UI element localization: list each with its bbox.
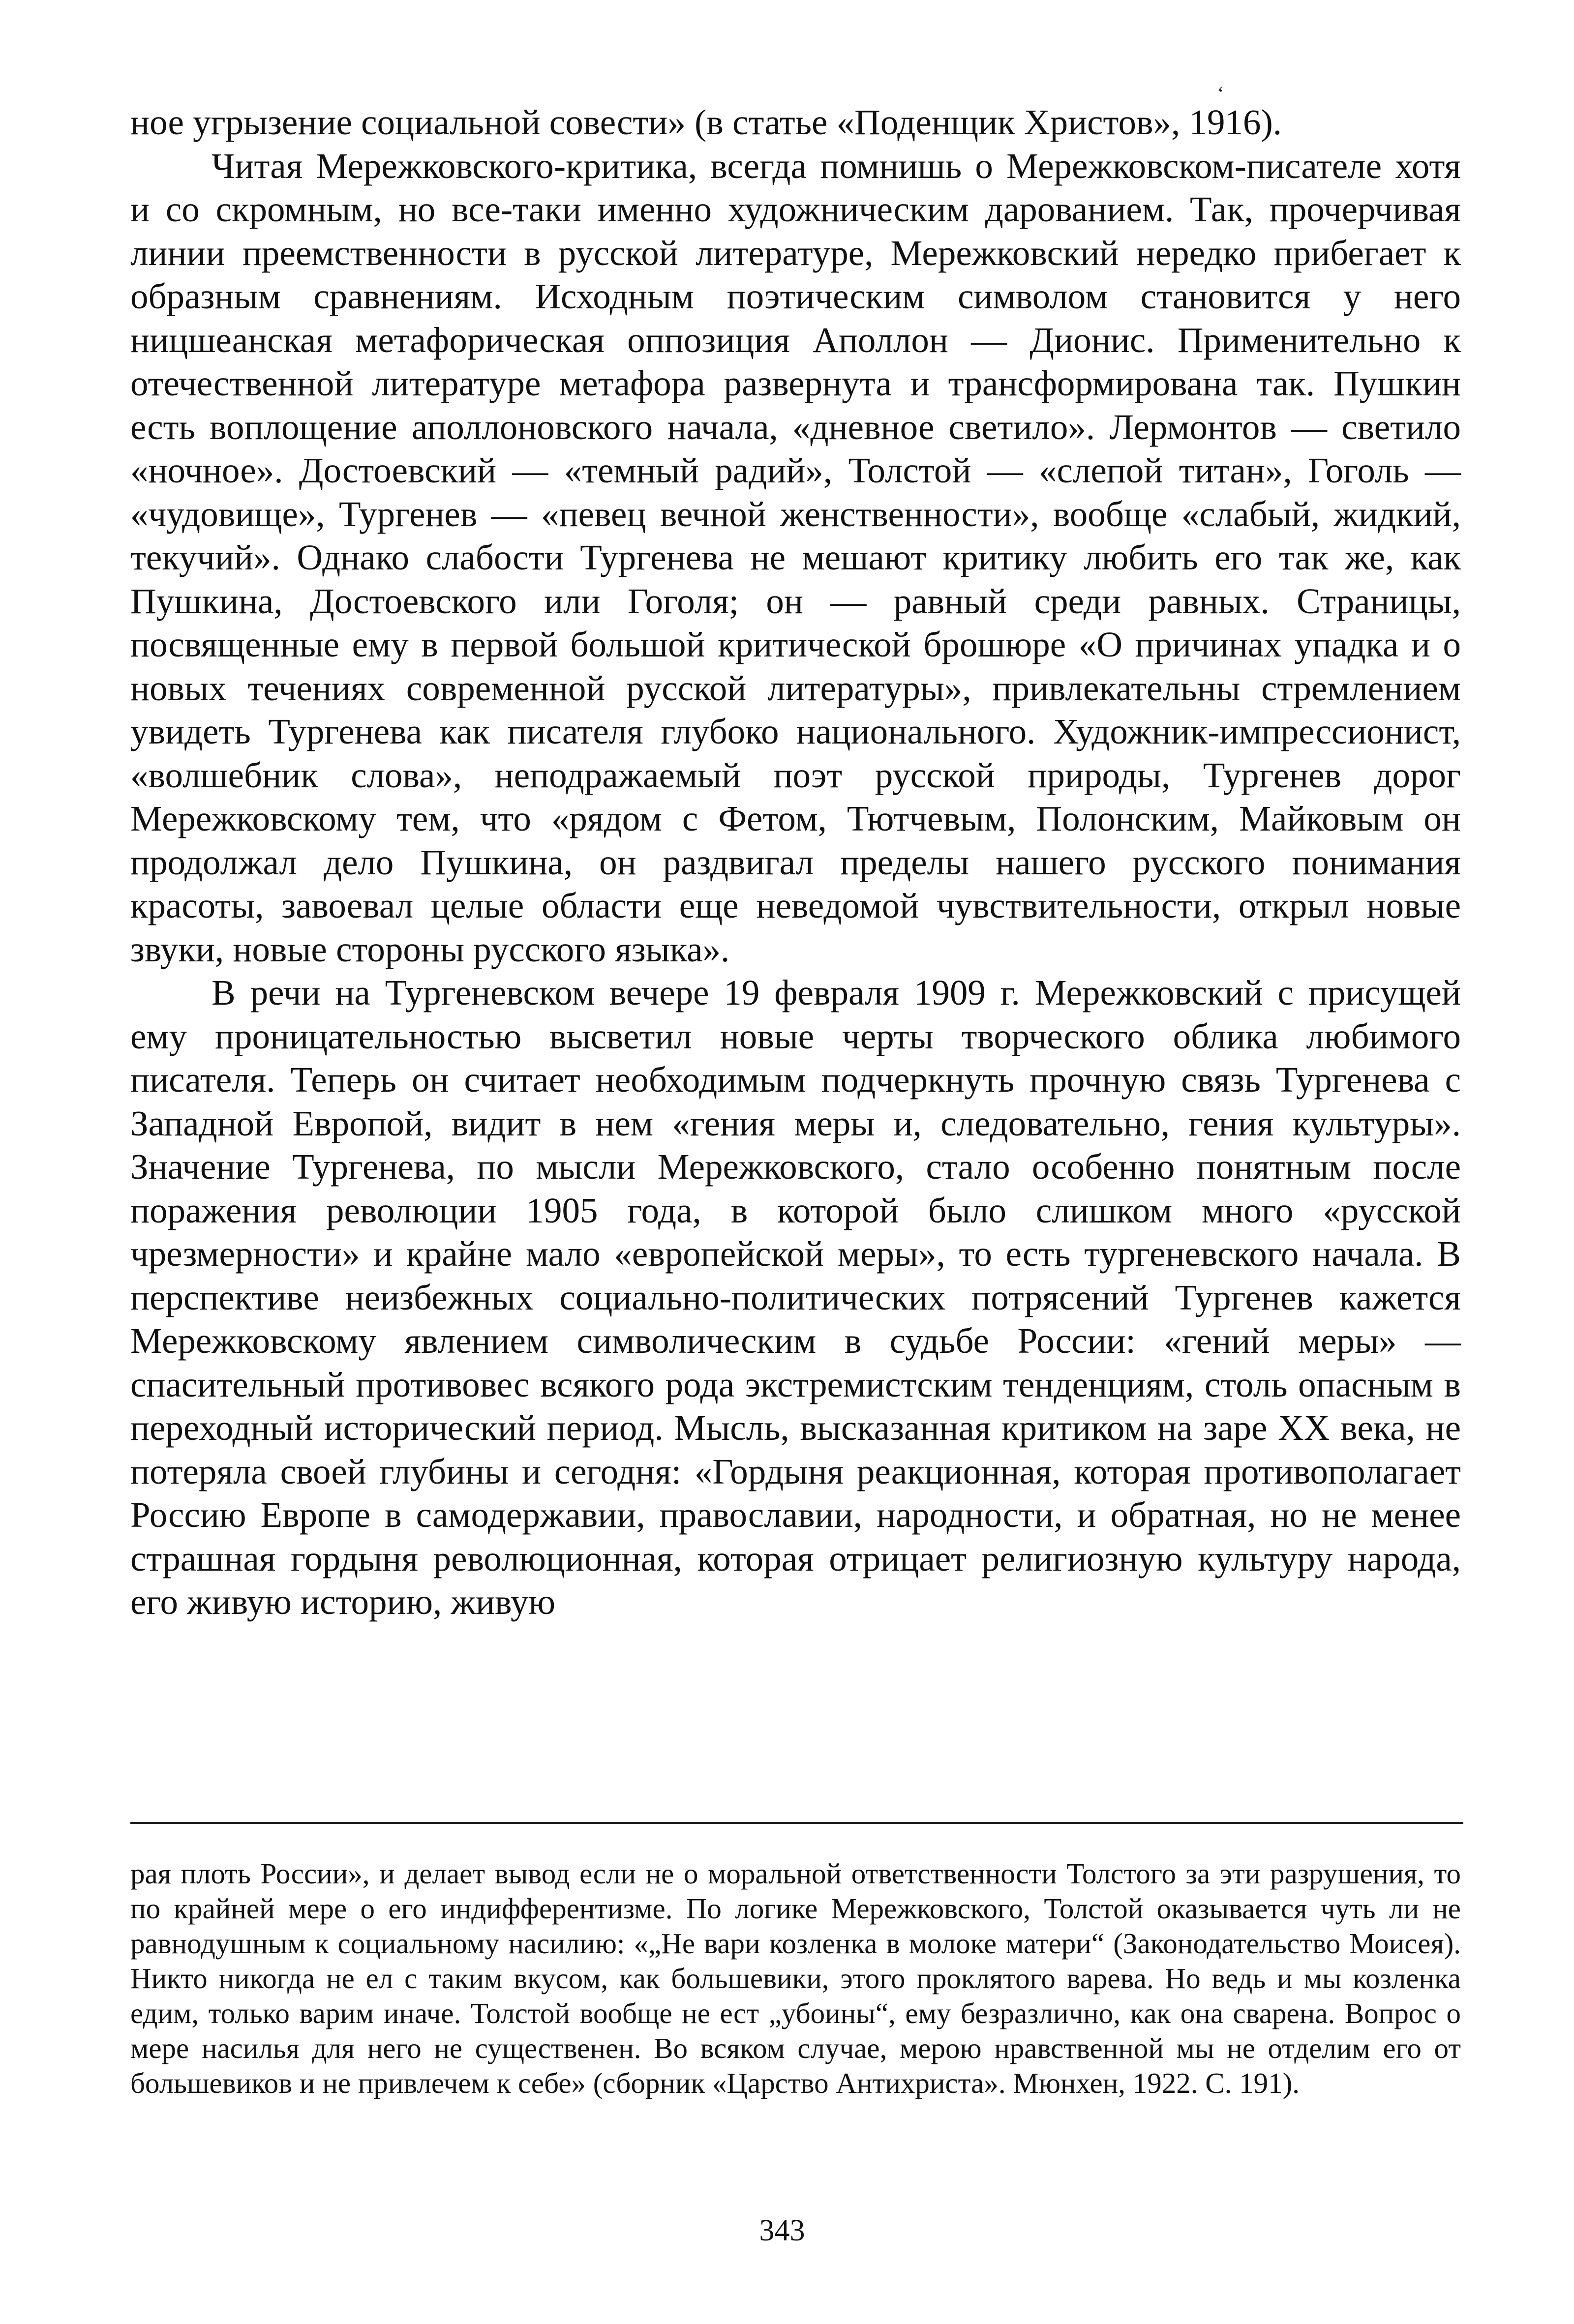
paragraph-turgenev-evening: В речи на Тургеневском вечере 19 февраля 1909 г. Мережковский с присущей ему проницательностью высветил новые черты творческого облика любимого писателя. Теперь он считает необходимым подчеркнуть прочную связь Тургенева с Западной Европой, видит в нем «гения меры и, следовательно, гения культуры». Значение Тургенева, по мысли Мережковского, стало особенно понятным после поражения революции 1905 года, в которой было слишком много «русской чрезмерности» и крайне мало «европейской меры», то есть тургеневского начала. В перспективе неизбежных социально-политических потрясений Тургенев кажется Мережковскому явлением символическим в судьбе России: «гений меры» — спасительный противовес всякого рода экстремистским тенденциям, столь опасным в переходный исторический период. Мысль, высказанная критиком на заре XX века, не потеряла своей глубины и сегодня: «Гордыня реакционная, которая противополагает Россию Европе в самодержавии, православии, народности, и обратная, но не менее страшная гордыня революционная, которая отрицает религиозную культуру народа, его живую историю, живую (130, 973, 1461, 1622)
footnote (130, 1856, 1461, 2101)
paragraph-merezhkovsky-critic: Читая Мережковского-критика, всегда помнишь о Мережковском-писателе хотя и со скромным, но все-таки именно художническим дарованием. Так, прочерчивая линии преемственности в русской литературе, Мережковский нередко прибегает к образным сравнениям. Исходным поэтическим символом становится у него ницшеанская метафорическая оппозиция Аполлон — Дионис. Применительно к отечественной литературе метафора развернута и трансформирована так. Пушкин есть воплощение аполлоновского начала, «дневное светило». Лермонтов — светило «ночное». Достоевский — «темный радий», Толстой — «слепой титан», Гоголь — «чудовище», Тургенев — «певец вечной женственности», вообще «слабый, жидкий, текучий». Однако слабости Тургенева не мешают критику любить его так же, как Пушкина, Достоевского или Гоголя; он — равный среди равных. Страницы, посвященные ему в первой большой критической брошюре «О причинах упадка и о новых течениях современной русской литературы», привлекательны стремлением увидеть Тургенева как писателя глубоко национального. Художник-импрессионист, «волшебник слова», неподражаемый поэт русской природы, Тургенев дорог Мережковскому тем, что «рядом с Фетом, Тютчевым, Полонским, Майковым он продолжал дело Пушкина, он раздвигал пределы нашего русского понимания красоты, завоевал целые области еще неведомой чувствительности, открыл новые звуки, новые стороны русского языка». (130, 146, 1461, 969)
page-number: 343 (759, 2214, 805, 2247)
paragraph-continuation: ное угрызение социальной совести» (в статье «Поденщик Христов», 1916). (130, 102, 1282, 142)
corner-mark: ‘ (1217, 82, 1224, 104)
footnote-divider (130, 1822, 1463, 1824)
footnote-paragraph: рая плоть России», и делает вывод если не о моральной ответственности Толстого за эти разрушения, то по крайней мере о его индифферентизме. По логике Мережковского, Толстой оказывается чуть ли не равнодушным к социальному насилию: «„Не вари козленка в молоке матери“ (Законодательство Моисея). Никто никогда не ел с таким вкусом, как большевики, этого проклятого варева. Но ведь и мы козленка едим, только варим иначе. Толстой вообще не ест „убоины“, ему безразлично, как она сварена. Вопрос о мере насилья для него не существенен. Во всяком случае, мерою нравственной мы не отделим его от большевиков и не привлечем к себе» (сборник «Царство Антихриста». Мюнхен, 1922. С. 191). (130, 1857, 1461, 2099)
main-text (130, 101, 1461, 1624)
